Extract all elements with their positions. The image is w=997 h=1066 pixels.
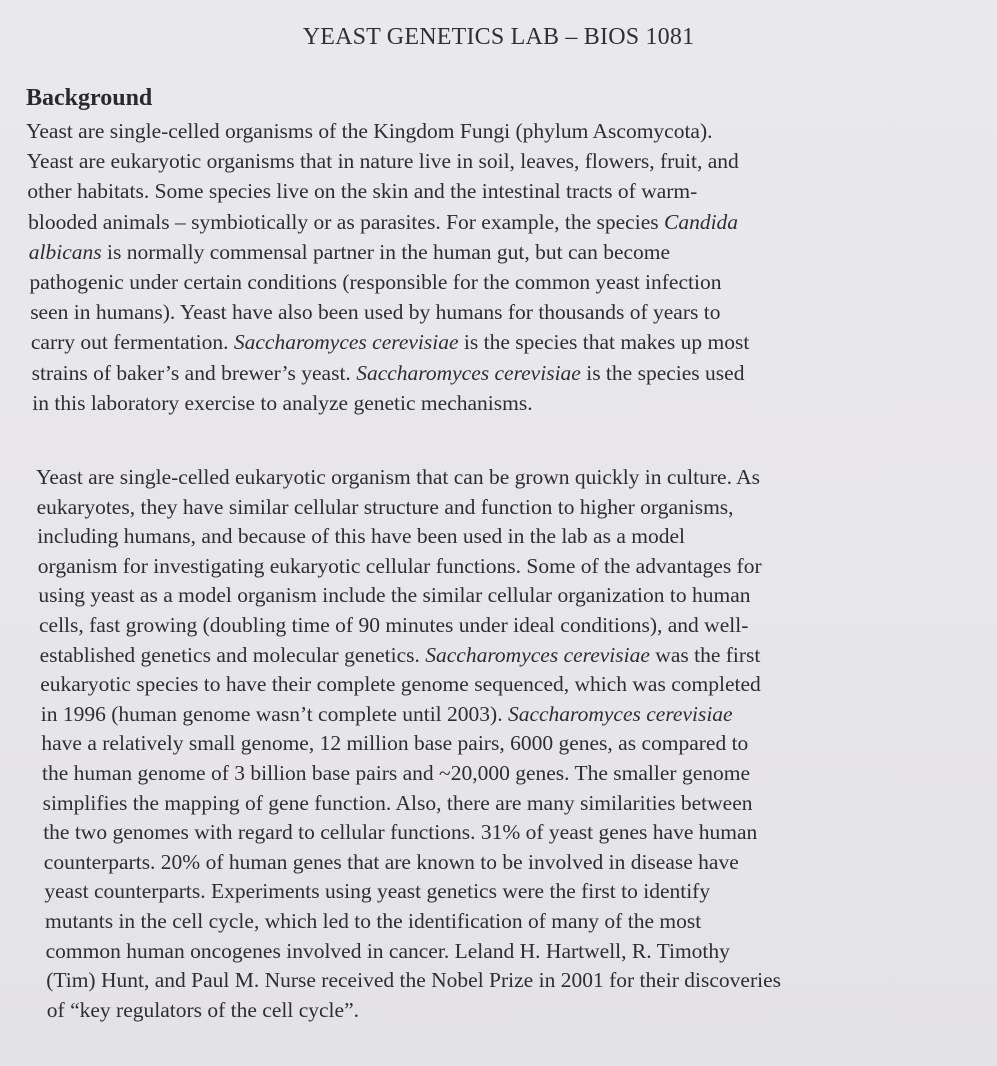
text-run: is the species used [580, 360, 745, 385]
text-run: pathogenic under certain conditions (responsible for the common yeast infection [29, 270, 722, 294]
text-run: cells, fast growing (doubling time of 90 minutes under ideal conditions), and well- [39, 613, 749, 637]
text-line [30, 297, 720, 327]
text-run: common human oncogenes involved in cancer. Leland H. Hartwell, R. Timothy [45, 938, 730, 963]
text-line [26, 116, 713, 146]
species-name: Saccharomyces cerevisiae [356, 360, 581, 385]
text-run: the human genome of 3 billion base pairs and ~20,000 genes. The smaller genome [42, 761, 751, 785]
text-line [41, 699, 733, 729]
text-run: Yeast are single-celled eukaryotic organism that can be grown quickly in culture. As [36, 465, 761, 489]
text-run: Yeast are single-celled organisms of the Kingdom Fungi (phylum Ascomycota). [26, 119, 713, 143]
text-line [30, 267, 722, 297]
text-run: simplifies the mapping of gene function. Also, there are many similarities between [42, 790, 753, 815]
text-line [40, 640, 761, 670]
section-heading-background: Background [26, 85, 153, 111]
text-line [37, 521, 685, 551]
text-run: eukaryotic species to have their complete genome sequenced, which was completed [40, 672, 761, 697]
text-run: counterparts. 20% of human genes that are known to be involved in disease have [43, 849, 739, 874]
text-run: eukaryotes, they have similar cellular structure and function to higher organisms, [36, 494, 734, 519]
text-run: in 1996 (human genome wasn’t complete until 2003). [40, 701, 508, 726]
text-line [46, 965, 781, 995]
text-run: established genetics and molecular genetics. [39, 642, 426, 667]
text-line [43, 788, 753, 818]
species-name: Saccharomyces cerevisiae [425, 642, 650, 667]
text-line [27, 146, 739, 176]
text-run: is normally commensal partner in the human gut, but can become [101, 239, 671, 264]
species-name: Saccharomyces cerevisiae [233, 330, 459, 355]
text-line [31, 327, 749, 357]
text-line [39, 610, 748, 640]
text-run: seen in humans). Yeast have also been used by humans for thousands of years to [30, 300, 721, 325]
text-run: including humans, and because of this have been used in the lab as a model [37, 524, 685, 549]
species-name: Saccharomyces cerevisiae [507, 701, 733, 726]
text-run: other habitats. Some species live on the skin and the intestinal tracts of warm- [27, 179, 698, 204]
text-run: have a relatively small genome, 12 million base pairs, 6000 genes, as compared to [41, 731, 749, 756]
text-line [43, 817, 757, 847]
text-line [27, 176, 697, 206]
text-run: of “key regulators of the cell cycle”. [46, 997, 359, 1022]
text-run: blooded animals – symbiotically or as parasites. For example, the species [28, 209, 664, 234]
text-line [44, 876, 710, 906]
text-line [45, 906, 701, 936]
text-line [47, 995, 359, 1025]
text-line [44, 847, 739, 877]
text-run: is the species that makes up most [458, 330, 750, 355]
text-line [41, 728, 748, 758]
text-line [36, 462, 760, 492]
text-run: strains of baker’s and brewer’s yeast. [31, 360, 357, 385]
text-run: yeast counterparts. Experiments using yeast genetics were the first to identify [44, 879, 711, 904]
text-line [38, 551, 762, 581]
text-run: organism for investigating eukaryotic cellular functions. Some of the advantages for [37, 553, 762, 578]
species-name: Candida [663, 209, 739, 234]
text-run: the two genomes with regard to cellular functions. 31% of yeast genes have human [43, 820, 758, 845]
page-title: YEAST GENETICS LAB – BIOS 1081 [302, 24, 695, 50]
text-run: was the first [649, 642, 761, 667]
text-line [37, 492, 734, 522]
text-run: (Tim) Hunt, and Paul M. Nurse received the Nobel Prize in 2001 for their discoveries [46, 968, 782, 993]
text-line [28, 207, 738, 237]
text-line [40, 669, 761, 699]
text-run: using yeast as a model organism include the similar cellular organization to human [38, 583, 751, 608]
text-line [32, 388, 532, 418]
species-name: albicans [28, 239, 102, 264]
text-line [38, 580, 750, 610]
text-run: Yeast are eukaryotic organisms that in nature live in soil, leaves, flowers, fruit, and [26, 149, 739, 174]
text-run: in this laboratory exercise to analyze genetic mechanisms. [32, 390, 533, 415]
text-run: carry out fermentation. [30, 330, 234, 355]
text-run: mutants in the cell cycle, which led to the identification of many of the most [45, 909, 702, 933]
text-line [46, 936, 730, 966]
text-line [32, 358, 745, 388]
text-line [29, 237, 670, 267]
text-line [42, 758, 750, 788]
